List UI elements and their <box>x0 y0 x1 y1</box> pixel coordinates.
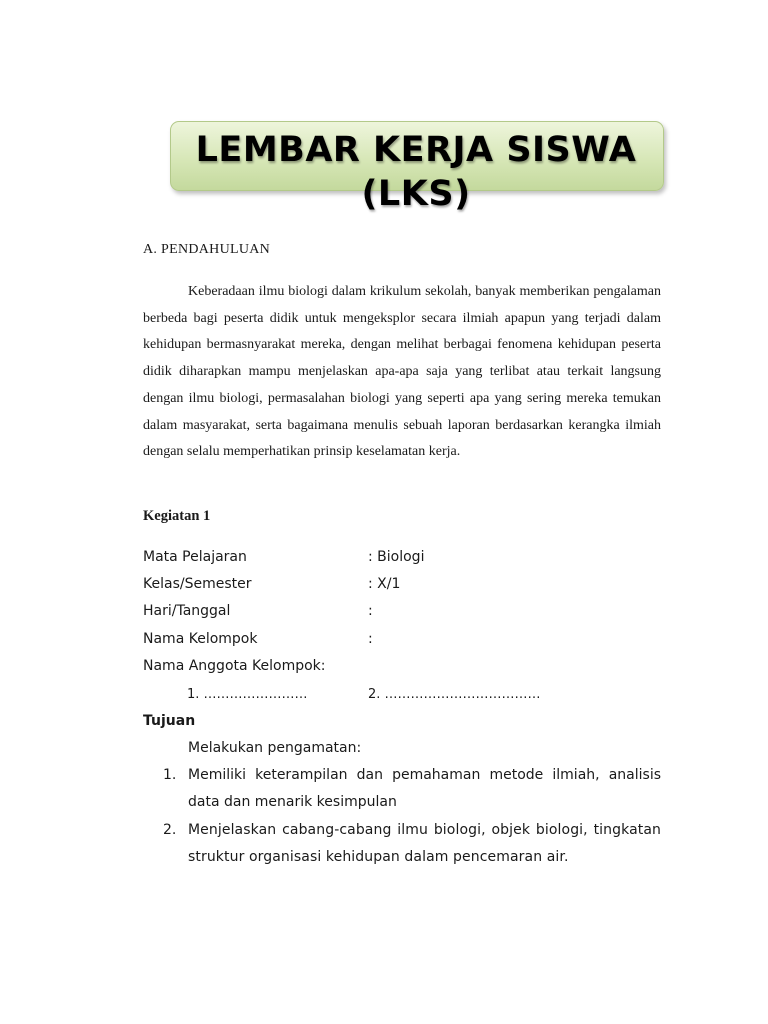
info-row-subject <box>143 544 663 571</box>
info-value: : <box>368 631 373 647</box>
goal-text: Menjelaskan cabang-cabang ilmu biologi, objek biologi, tingkatan struktur organisasi kehidupan dalam pencemaran air. <box>188 822 661 865</box>
intro-text: Keberadaan ilmu biologi dalam krikulum sekolah, banyak memberikan pengalaman berbeda bagi peserta didik untuk mengeksplor secara ilmiah apapun yang terjadi dalam kehidupan bermasnyarakat mereka, dengan melihat berbagai fenomena kehidupan peserta didik diharapkan mampu menjelaskan apa-apa saja yang terlibat atau terkait langsung dengan ilmu biologi, permasalahan biologi yang seperti apa yang sering mereka temukan dalam masyarakat, serta bagaimana menulis sebuah laporan berdasarkan kerangka ilmiah dengan selalu memperhatikan prinsip keselamatan kerja. <box>143 284 661 460</box>
goal-number: 2. <box>163 822 177 838</box>
info-row-class <box>143 571 663 598</box>
goal-item <box>143 817 661 898</box>
info-label: Nama Kelompok <box>143 631 258 647</box>
info-value: : <box>368 603 373 619</box>
info-value: : X/1 <box>368 576 401 592</box>
info-label: Nama Anggota Kelompok: <box>143 658 326 674</box>
page-title <box>130 128 702 216</box>
info-row-date <box>143 598 663 625</box>
info-value: : Biologi <box>368 549 425 565</box>
title-line-2: (LKS) <box>361 174 471 214</box>
intro-paragraph <box>143 279 661 466</box>
info-label: Kelas/Semester <box>143 576 252 592</box>
activity-heading: Kegiatan 1 <box>143 508 211 524</box>
info-row-members <box>143 653 663 680</box>
title-line-1: LEMBAR KERJA SISWA <box>195 130 637 170</box>
goals-lead: Melakukan pengamatan: <box>188 740 362 756</box>
goal-text: Memiliki keterampilan dan pemahaman metode ilmiah, analisis data dan menarik kesimpulan <box>188 767 661 810</box>
goals-heading: Tujuan <box>143 713 196 729</box>
member-list <box>143 681 663 708</box>
goal-item <box>143 762 661 816</box>
info-row-group <box>143 626 663 653</box>
info-label: Hari/Tanggal <box>143 603 231 619</box>
member-entry-1: 1. …………………… <box>187 687 308 702</box>
section-heading: A. PENDAHULUAN <box>143 242 271 257</box>
goal-number: 1. <box>163 767 177 783</box>
member-entry-2: 2. ……………………………… <box>368 687 541 702</box>
info-label: Mata Pelajaran <box>143 549 247 565</box>
